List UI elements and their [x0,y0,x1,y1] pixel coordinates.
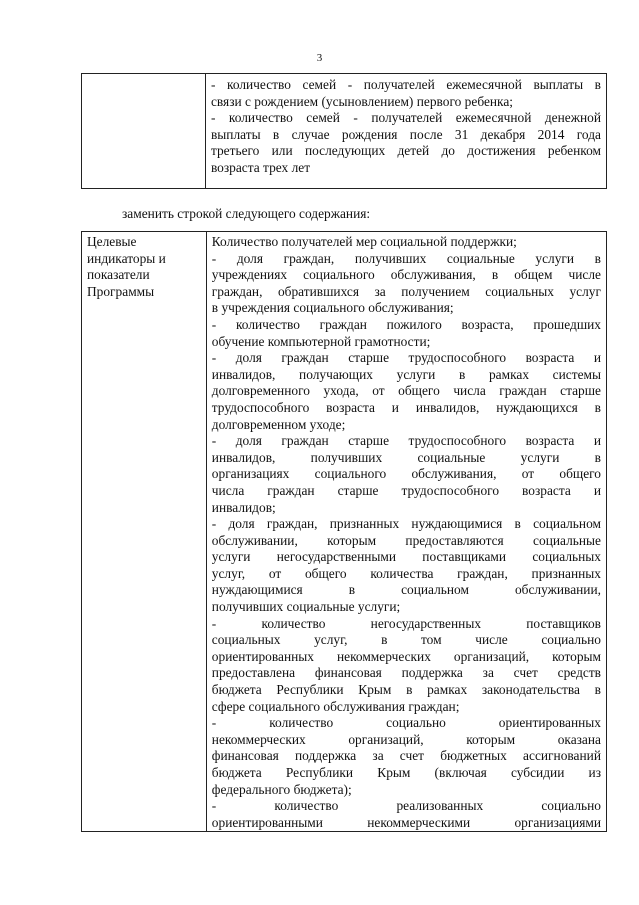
text-line: предоставлена финансовая поддержка за счет средств [211,665,601,681]
label-line: Целевые [87,234,137,249]
table-row [82,232,607,832]
indicators-old-cell [205,74,606,189]
text-line: выплаты в случае рождения после 31 декабря 2014 года [210,126,601,142]
indicators-new-cell [206,232,606,832]
text-line: - доля граждан старше трудоспособного возраста и [211,433,601,449]
text-line: социальных услуг, в том числе социально [211,632,601,648]
text-line: - количество реализованных социально [211,798,601,814]
text-line: инвалидов, получивших социальные услуги в [211,449,601,465]
text-line: - количество семей - получателей ежемесячной выплаты в [210,77,601,92]
text-line: граждан, обратившихся за получением социальных услуг [211,283,601,299]
text-line: организациях социального обслуживания, от общего [211,466,601,482]
text-line: бюджета Республики Крым в рамках законодательства в [211,682,601,698]
text-line: - доля граждан, получивших социальные услуги в [211,250,601,266]
text-line: федерального бюджета); [211,781,352,797]
text-line: инвалидов; [211,499,276,515]
text-line: услуги негосударственными поставщиками социальных [211,549,601,565]
text-line: ориентированных некоммерческих организаций, которым [211,648,601,664]
page-number: 3 [316,52,323,64]
label-line: Программы [87,283,155,299]
text-line: числа граждан старше трудоспособного возраста и [211,482,601,498]
label-line: индикаторы и [87,250,166,266]
text-line: возраста трех лет [210,159,311,175]
text-line: третьего или последующих детей до достижения ребенком [210,143,601,159]
indicators-label-cell [82,232,207,832]
text-line: инвалидов, получающих услуги в рамках системы [211,366,601,382]
text-line: бюджета Республики Крым (включая субсидии из [211,765,601,780]
text-line: сфере социального обслуживания граждан; [211,698,460,714]
text-line: нуждающимися в социальном обслуживании, [211,582,601,598]
text-line: услуг, от общего количества граждан, признанных [211,565,601,581]
replacement-instruction: заменить строкой следующего содержания: [122,206,371,221]
table-continuation [81,73,607,189]
text-line: - количество социально ориентированных [211,715,601,731]
table-replacement [81,231,607,832]
table-row [82,74,607,189]
text-line: - количество негосударственных поставщиков [211,615,601,631]
text-line: некоммерческих организаций, которым оказана [211,731,601,747]
text-line: в учреждения социального обслуживания; [211,300,454,316]
empty-label-cell [82,74,206,189]
text-line: учреждениях социального обслуживания, в общем числе [211,267,601,283]
text-line: трудоспособного возраста и инвалидов, нуждающихся в [211,399,601,415]
text-line: - количество семей - получателей ежемесячной денежной [210,110,601,126]
text-line: ориентированными некоммерческими организациями [211,814,601,830]
text-line: обучение компьютерной грамотности; [211,333,431,349]
text-line: получивших социальные услуги; [211,599,401,615]
text-line: Количество получателей мер социальной поддержки; [211,234,517,249]
text-line: долговременного ухода, от общего числа граждан старше [211,383,601,399]
text-line: - доля граждан, признанных нуждающимися в социальном [211,516,601,532]
text-line: - доля граждан старше трудоспособного возраста и [211,350,601,366]
text-line: связи с рождением (усыновлением) первого ребенка; [210,93,514,109]
text-line: финансовая поддержка за счет бюджетных ассигнований [211,748,601,764]
label-line: показатели [87,267,150,283]
text-line: долговременном уходе; [211,416,346,432]
text-line: обслуживании, которым предоставляются социальные [211,532,601,548]
text-line: - количество граждан пожилого возраста, прошедших [211,316,601,332]
